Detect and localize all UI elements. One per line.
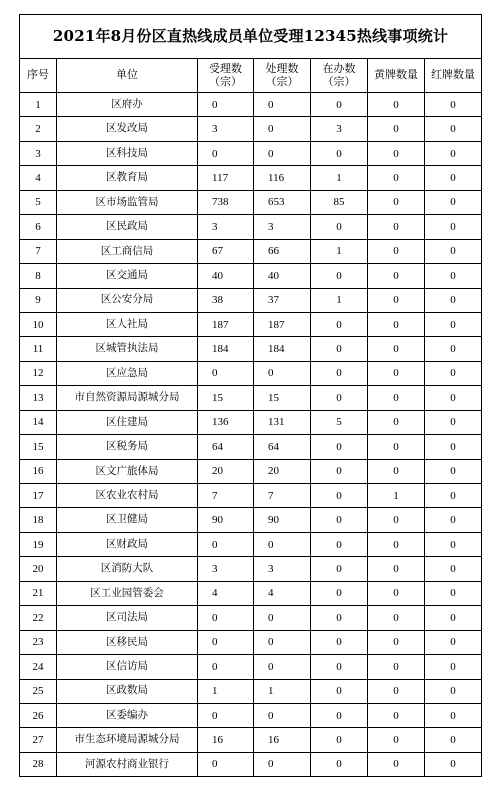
cell-in-progress: 5 xyxy=(311,410,368,434)
cell-yellow-cards: 0 xyxy=(368,606,425,630)
cell-unit: 市生态环境局源城分局 xyxy=(57,728,198,752)
cell-red-cards: 0 xyxy=(425,484,482,508)
cell-processed: 66 xyxy=(254,239,311,263)
table-row xyxy=(20,312,482,336)
cell-yellow-cards: 0 xyxy=(368,581,425,605)
cell-accepted: 117 xyxy=(198,166,254,190)
cell-in-progress: 0 xyxy=(311,337,368,361)
cell-red-cards: 0 xyxy=(425,752,482,776)
cell-seq: 26 xyxy=(20,703,57,727)
cell-red-cards: 0 xyxy=(425,386,482,410)
cell-seq: 19 xyxy=(20,532,57,556)
cell-red-cards: 0 xyxy=(425,288,482,312)
cell-seq: 10 xyxy=(20,312,57,336)
cell-in-progress: 0 xyxy=(311,728,368,752)
cell-unit: 市自然资源局源城分局 xyxy=(57,386,198,410)
cell-in-progress: 85 xyxy=(311,190,368,214)
cell-unit: 区人社局 xyxy=(57,312,198,336)
cell-accepted: 3 xyxy=(198,557,254,581)
table-row xyxy=(20,141,482,165)
cell-unit: 区教育局 xyxy=(57,166,198,190)
table-row xyxy=(20,728,482,752)
header-red-cards: 红牌数量 xyxy=(425,59,482,93)
table-row xyxy=(20,532,482,556)
cell-seq: 20 xyxy=(20,557,57,581)
cell-in-progress: 0 xyxy=(311,215,368,239)
cell-seq: 23 xyxy=(20,630,57,654)
cell-processed: 20 xyxy=(254,459,311,483)
table-body xyxy=(20,93,482,777)
cell-processed: 0 xyxy=(254,655,311,679)
cell-processed: 3 xyxy=(254,215,311,239)
table-row xyxy=(20,484,482,508)
table-row xyxy=(20,557,482,581)
cell-yellow-cards: 0 xyxy=(368,386,425,410)
cell-accepted: 0 xyxy=(198,752,254,776)
table-row xyxy=(20,117,482,141)
cell-processed: 0 xyxy=(254,141,311,165)
cell-yellow-cards: 0 xyxy=(368,337,425,361)
cell-in-progress: 0 xyxy=(311,459,368,483)
cell-in-progress: 0 xyxy=(311,264,368,288)
cell-yellow-cards: 0 xyxy=(368,728,425,752)
cell-processed: 116 xyxy=(254,166,311,190)
cell-red-cards: 0 xyxy=(425,264,482,288)
cell-unit: 区民政局 xyxy=(57,215,198,239)
cell-red-cards: 0 xyxy=(425,337,482,361)
cell-unit: 区委编办 xyxy=(57,703,198,727)
cell-red-cards: 0 xyxy=(425,679,482,703)
cell-seq: 1 xyxy=(20,93,57,117)
cell-red-cards: 0 xyxy=(425,703,482,727)
table-row xyxy=(20,630,482,654)
cell-unit: 区工业园管委会 xyxy=(57,581,198,605)
cell-unit: 区应急局 xyxy=(57,361,198,385)
cell-accepted: 0 xyxy=(198,141,254,165)
cell-red-cards: 0 xyxy=(425,459,482,483)
cell-yellow-cards: 0 xyxy=(368,312,425,336)
table-row xyxy=(20,410,482,434)
table-row xyxy=(20,361,482,385)
cell-accepted: 0 xyxy=(198,606,254,630)
table-row xyxy=(20,166,482,190)
cell-yellow-cards: 0 xyxy=(368,264,425,288)
table-row xyxy=(20,264,482,288)
cell-red-cards: 0 xyxy=(425,581,482,605)
cell-in-progress: 0 xyxy=(311,508,368,532)
cell-accepted: 3 xyxy=(198,215,254,239)
header-seq: 序号 xyxy=(20,59,57,93)
cell-seq: 7 xyxy=(20,239,57,263)
cell-in-progress: 1 xyxy=(311,166,368,190)
cell-in-progress: 0 xyxy=(311,679,368,703)
cell-in-progress: 0 xyxy=(311,630,368,654)
cell-seq: 17 xyxy=(20,484,57,508)
cell-accepted: 0 xyxy=(198,630,254,654)
cell-unit: 区司法局 xyxy=(57,606,198,630)
cell-red-cards: 0 xyxy=(425,435,482,459)
cell-red-cards: 0 xyxy=(425,312,482,336)
cell-accepted: 0 xyxy=(198,655,254,679)
cell-yellow-cards: 0 xyxy=(368,752,425,776)
cell-unit: 河源农村商业银行 xyxy=(57,752,198,776)
cell-unit: 区发改局 xyxy=(57,117,198,141)
cell-accepted: 38 xyxy=(198,288,254,312)
cell-in-progress: 3 xyxy=(311,117,368,141)
table-row xyxy=(20,752,482,776)
cell-processed: 0 xyxy=(254,117,311,141)
cell-processed: 40 xyxy=(254,264,311,288)
cell-seq: 8 xyxy=(20,264,57,288)
cell-unit: 区移民局 xyxy=(57,630,198,654)
cell-unit: 区交通局 xyxy=(57,264,198,288)
cell-yellow-cards: 0 xyxy=(368,655,425,679)
cell-processed: 0 xyxy=(254,532,311,556)
cell-accepted: 20 xyxy=(198,459,254,483)
cell-unit: 区农业农村局 xyxy=(57,484,198,508)
cell-seq: 25 xyxy=(20,679,57,703)
cell-red-cards: 0 xyxy=(425,728,482,752)
cell-yellow-cards: 0 xyxy=(368,557,425,581)
cell-seq: 9 xyxy=(20,288,57,312)
cell-unit: 区科技局 xyxy=(57,141,198,165)
cell-yellow-cards: 0 xyxy=(368,190,425,214)
cell-accepted: 15 xyxy=(198,386,254,410)
cell-yellow-cards: 0 xyxy=(368,166,425,190)
table-row xyxy=(20,239,482,263)
cell-yellow-cards: 0 xyxy=(368,117,425,141)
cell-processed: 15 xyxy=(254,386,311,410)
cell-processed: 16 xyxy=(254,728,311,752)
table-row xyxy=(20,215,482,239)
cell-unit: 区税务局 xyxy=(57,435,198,459)
cell-processed: 7 xyxy=(254,484,311,508)
cell-accepted: 0 xyxy=(198,93,254,117)
cell-seq: 14 xyxy=(20,410,57,434)
cell-processed: 3 xyxy=(254,557,311,581)
cell-in-progress: 0 xyxy=(311,361,368,385)
cell-yellow-cards: 0 xyxy=(368,215,425,239)
cell-yellow-cards: 0 xyxy=(368,141,425,165)
cell-seq: 13 xyxy=(20,386,57,410)
table-row xyxy=(20,655,482,679)
cell-in-progress: 1 xyxy=(311,239,368,263)
cell-in-progress: 0 xyxy=(311,386,368,410)
cell-processed: 187 xyxy=(254,312,311,336)
cell-accepted: 7 xyxy=(198,484,254,508)
cell-unit: 区市场监管局 xyxy=(57,190,198,214)
cell-yellow-cards: 0 xyxy=(368,630,425,654)
table-row xyxy=(20,703,482,727)
cell-processed: 0 xyxy=(254,630,311,654)
cell-accepted: 64 xyxy=(198,435,254,459)
cell-seq: 18 xyxy=(20,508,57,532)
cell-yellow-cards: 0 xyxy=(368,703,425,727)
header-row xyxy=(20,59,482,93)
cell-in-progress: 0 xyxy=(311,655,368,679)
cell-accepted: 0 xyxy=(198,703,254,727)
cell-red-cards: 0 xyxy=(425,655,482,679)
table-row xyxy=(20,459,482,483)
cell-in-progress: 0 xyxy=(311,484,368,508)
statistics-sheet xyxy=(19,14,481,777)
table-row xyxy=(20,435,482,459)
table-row xyxy=(20,679,482,703)
cell-yellow-cards: 0 xyxy=(368,459,425,483)
cell-processed: 184 xyxy=(254,337,311,361)
cell-unit: 区财政局 xyxy=(57,532,198,556)
cell-accepted: 3 xyxy=(198,117,254,141)
cell-red-cards: 0 xyxy=(425,141,482,165)
table-row xyxy=(20,190,482,214)
cell-in-progress: 0 xyxy=(311,752,368,776)
cell-yellow-cards: 0 xyxy=(368,508,425,532)
cell-red-cards: 0 xyxy=(425,508,482,532)
cell-unit: 区信访局 xyxy=(57,655,198,679)
cell-seq: 11 xyxy=(20,337,57,361)
cell-accepted: 67 xyxy=(198,239,254,263)
cell-processed: 653 xyxy=(254,190,311,214)
cell-yellow-cards: 1 xyxy=(368,484,425,508)
cell-red-cards: 0 xyxy=(425,166,482,190)
cell-accepted: 738 xyxy=(198,190,254,214)
header-yellow-cards: 黄牌数量 xyxy=(368,59,425,93)
cell-seq: 16 xyxy=(20,459,57,483)
cell-in-progress: 1 xyxy=(311,288,368,312)
cell-processed: 131 xyxy=(254,410,311,434)
cell-processed: 4 xyxy=(254,581,311,605)
cell-seq: 12 xyxy=(20,361,57,385)
table-row xyxy=(20,386,482,410)
cell-unit: 区住建局 xyxy=(57,410,198,434)
cell-seq: 22 xyxy=(20,606,57,630)
cell-seq: 28 xyxy=(20,752,57,776)
cell-accepted: 1 xyxy=(198,679,254,703)
cell-in-progress: 0 xyxy=(311,141,368,165)
cell-unit: 区工商信局 xyxy=(57,239,198,263)
cell-red-cards: 0 xyxy=(425,117,482,141)
cell-processed: 0 xyxy=(254,93,311,117)
table-row xyxy=(20,508,482,532)
cell-accepted: 187 xyxy=(198,312,254,336)
cell-seq: 15 xyxy=(20,435,57,459)
cell-accepted: 4 xyxy=(198,581,254,605)
cell-red-cards: 0 xyxy=(425,215,482,239)
table-title: 2021年8月份区直热线成员单位受理12345热线事项统计 xyxy=(20,15,482,59)
table-row xyxy=(20,288,482,312)
cell-unit: 区府办 xyxy=(57,93,198,117)
cell-processed: 90 xyxy=(254,508,311,532)
cell-red-cards: 0 xyxy=(425,93,482,117)
cell-unit: 区文广旅体局 xyxy=(57,459,198,483)
cell-processed: 0 xyxy=(254,606,311,630)
cell-seq: 4 xyxy=(20,166,57,190)
cell-seq: 27 xyxy=(20,728,57,752)
statistics-table xyxy=(19,14,482,777)
cell-seq: 5 xyxy=(20,190,57,214)
cell-seq: 21 xyxy=(20,581,57,605)
cell-red-cards: 0 xyxy=(425,361,482,385)
cell-unit: 区消防大队 xyxy=(57,557,198,581)
cell-red-cards: 0 xyxy=(425,557,482,581)
cell-yellow-cards: 0 xyxy=(368,361,425,385)
cell-yellow-cards: 0 xyxy=(368,239,425,263)
cell-red-cards: 0 xyxy=(425,239,482,263)
cell-in-progress: 0 xyxy=(311,312,368,336)
cell-in-progress: 0 xyxy=(311,532,368,556)
cell-yellow-cards: 0 xyxy=(368,679,425,703)
cell-unit: 区公安分局 xyxy=(57,288,198,312)
cell-accepted: 90 xyxy=(198,508,254,532)
table-row xyxy=(20,93,482,117)
cell-in-progress: 0 xyxy=(311,581,368,605)
table-row xyxy=(20,337,482,361)
cell-processed: 0 xyxy=(254,752,311,776)
cell-processed: 0 xyxy=(254,361,311,385)
cell-processed: 0 xyxy=(254,703,311,727)
cell-accepted: 184 xyxy=(198,337,254,361)
cell-processed: 37 xyxy=(254,288,311,312)
cell-processed: 1 xyxy=(254,679,311,703)
header-in-progress: 在办数 （宗） xyxy=(311,59,368,93)
cell-seq: 24 xyxy=(20,655,57,679)
cell-unit: 区卫健局 xyxy=(57,508,198,532)
cell-in-progress: 0 xyxy=(311,606,368,630)
cell-processed: 64 xyxy=(254,435,311,459)
cell-yellow-cards: 0 xyxy=(368,288,425,312)
cell-accepted: 0 xyxy=(198,361,254,385)
cell-yellow-cards: 0 xyxy=(368,532,425,556)
cell-in-progress: 0 xyxy=(311,93,368,117)
table-row xyxy=(20,581,482,605)
cell-in-progress: 0 xyxy=(311,703,368,727)
cell-yellow-cards: 0 xyxy=(368,435,425,459)
cell-yellow-cards: 0 xyxy=(368,410,425,434)
cell-unit: 区城管执法局 xyxy=(57,337,198,361)
header-unit: 单位 xyxy=(57,59,198,93)
cell-accepted: 0 xyxy=(198,532,254,556)
cell-yellow-cards: 0 xyxy=(368,93,425,117)
cell-accepted: 40 xyxy=(198,264,254,288)
cell-red-cards: 0 xyxy=(425,410,482,434)
cell-in-progress: 0 xyxy=(311,435,368,459)
cell-accepted: 16 xyxy=(198,728,254,752)
cell-red-cards: 0 xyxy=(425,606,482,630)
cell-red-cards: 0 xyxy=(425,532,482,556)
cell-in-progress: 0 xyxy=(311,557,368,581)
cell-unit: 区政数局 xyxy=(57,679,198,703)
cell-seq: 2 xyxy=(20,117,57,141)
cell-accepted: 136 xyxy=(198,410,254,434)
cell-red-cards: 0 xyxy=(425,190,482,214)
header-processed: 处理数 （宗） xyxy=(254,59,311,93)
table-row xyxy=(20,606,482,630)
cell-red-cards: 0 xyxy=(425,630,482,654)
header-accepted: 受理数 （宗） xyxy=(198,59,254,93)
cell-seq: 3 xyxy=(20,141,57,165)
cell-seq: 6 xyxy=(20,215,57,239)
